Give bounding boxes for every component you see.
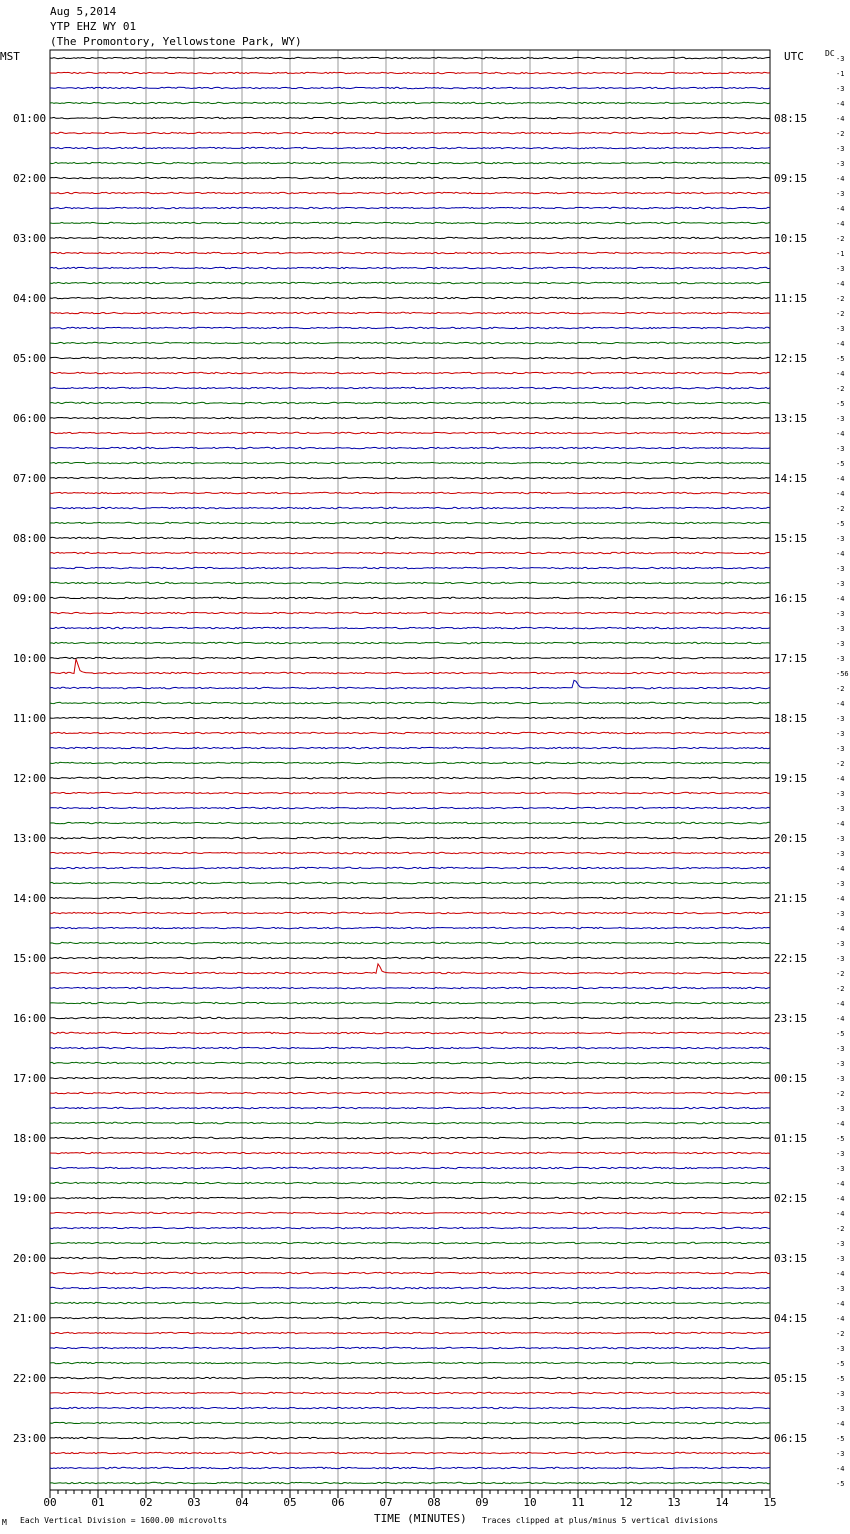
trace-offset-label: -4 [836, 1015, 845, 1023]
utc-hour-label: 17:15 [774, 652, 808, 665]
trace-offset-label: -1 [836, 250, 845, 258]
station-location: (The Promontory, Yellowstone Park, WY) [50, 35, 302, 48]
mst-hour-label: 23:00 [13, 1432, 47, 1445]
trace-offset-label: -2 [836, 505, 845, 513]
trace-offset-label: -3 [836, 1450, 845, 1458]
trace-offset-label: -2 [836, 1090, 845, 1098]
seismic-trace [50, 552, 770, 553]
trace-offset-label: -4 [836, 895, 845, 903]
x-tick-label: 06 [331, 1496, 345, 1509]
trace-offset-label: -3 [836, 940, 845, 948]
seismic-trace [50, 387, 770, 388]
trace-offset-label: -3 [836, 655, 845, 663]
utc-hour-label: 08:15 [774, 112, 808, 125]
seismic-trace [50, 1272, 770, 1273]
seismic-trace [50, 1137, 770, 1138]
seismic-trace [50, 1392, 770, 1393]
seismic-trace [50, 837, 770, 838]
seismic-trace [50, 192, 770, 193]
trace-offset-label: -3 [836, 1405, 845, 1413]
trace-offset-label: -4 [836, 115, 845, 123]
trace-offset-label: -4 [836, 1000, 845, 1008]
trace-offset-label: -3 [836, 1060, 845, 1068]
x-tick-label: 02 [139, 1496, 153, 1509]
trace-offset-label: -4 [836, 340, 845, 348]
trace-offset-label: -2 [836, 130, 845, 138]
mst-hour-label: 05:00 [13, 352, 47, 365]
trace-offset-label: -4 [836, 1210, 845, 1218]
seismic-trace [50, 1017, 770, 1018]
trace-offset-label: -3 [836, 910, 845, 918]
trace-offset-label: -3 [836, 1255, 845, 1263]
trace-offset-label: -3 [836, 1345, 845, 1353]
seismic-trace [50, 1362, 770, 1363]
trace-offset-label: -3 [836, 1165, 845, 1173]
seismic-trace [50, 1047, 770, 1048]
seismic-trace [50, 792, 770, 793]
trace-offset-label: -5 [836, 1480, 845, 1488]
trace-offset-label: -4 [836, 280, 845, 288]
seismic-trace [50, 1227, 770, 1228]
trace-offset-label: -4 [836, 175, 845, 183]
trace-offset-label: -5 [836, 1435, 845, 1443]
seismic-trace [50, 507, 770, 508]
trace-offset-label: -3 [836, 625, 845, 633]
mst-hour-label: 09:00 [13, 592, 47, 605]
utc-hour-label: 14:15 [774, 472, 808, 485]
seismic-trace [50, 1077, 770, 1078]
seismic-trace [50, 1182, 770, 1183]
seismic-trace [50, 252, 770, 253]
seismic-trace [50, 117, 770, 118]
x-tick-label: 13 [667, 1496, 681, 1509]
x-tick-label: 11 [571, 1496, 585, 1509]
mst-hour-label: 06:00 [13, 412, 47, 425]
trace-offset-label: -4 [836, 1195, 845, 1203]
trace-offset-label: -4 [836, 475, 845, 483]
scale-note: Each Vertical Division = 1600.00 microvolts [20, 1516, 228, 1525]
utc-hour-label: 22:15 [774, 952, 808, 965]
seismic-trace [50, 222, 770, 223]
trace-offset-label: -3 [836, 1105, 845, 1113]
seismic-trace [50, 522, 770, 523]
seismic-trace [50, 627, 770, 628]
mst-hour-label: 12:00 [13, 772, 47, 785]
trace-offset-label: -4 [836, 205, 845, 213]
trace-offset-label: -3 [836, 445, 845, 453]
trace-offset-label: -3 [836, 850, 845, 858]
seismic-trace [50, 372, 770, 373]
seismic-trace [50, 882, 770, 883]
trace-offset-label: -4 [836, 550, 845, 558]
seismic-trace [50, 177, 770, 178]
seismic-trace [50, 297, 770, 298]
seismic-trace [50, 582, 770, 583]
utc-hour-label: 05:15 [774, 1372, 808, 1385]
seismic-trace [50, 312, 770, 313]
trace-offset-label: -5 [836, 460, 845, 468]
trace-offset-label: -4 [836, 220, 845, 228]
seismic-trace [50, 897, 770, 898]
trace-offset-label: -3 [836, 1285, 845, 1293]
trace-offset-label: -4 [836, 595, 845, 603]
trace-offset-label: -4 [836, 1315, 845, 1323]
trace-offset-label: -3 [836, 715, 845, 723]
seismic-trace [50, 1377, 770, 1378]
mst-hour-label: 08:00 [13, 532, 47, 545]
utc-hour-label: 19:15 [774, 772, 808, 785]
seismic-trace [50, 102, 770, 103]
trace-offset-label: -4 [836, 1465, 845, 1473]
seismic-trace [50, 567, 770, 568]
seismic-trace [50, 1467, 770, 1468]
mst-hour-label: 07:00 [13, 472, 47, 485]
x-tick-label: 09 [475, 1496, 489, 1509]
utc-hour-label: 15:15 [774, 532, 808, 545]
trace-offset-label: -4 [836, 1300, 845, 1308]
trace-offset-label: -3 [836, 190, 845, 198]
seismic-trace [50, 357, 770, 358]
trace-offset-label: -4 [836, 1420, 845, 1428]
x-tick-label: 12 [619, 1496, 633, 1509]
seismic-trace [50, 1287, 770, 1288]
utc-hour-label: 23:15 [774, 1012, 808, 1025]
seismic-trace [50, 852, 770, 853]
trace-offset-label: -3 [836, 160, 845, 168]
trace-offset-label: -4 [836, 100, 845, 108]
seismic-trace [50, 1407, 770, 1408]
seismic-trace [50, 327, 770, 328]
trace-offset-label: -3 [836, 265, 845, 273]
seismic-trace [50, 1032, 770, 1033]
mst-hour-label: 15:00 [13, 952, 47, 965]
trace-offset-label: -3 [836, 55, 845, 63]
seismic-trace [50, 1437, 770, 1438]
trace-offset-label: -4 [836, 865, 845, 873]
corner-mark: M [2, 1518, 7, 1527]
trace-offset-label: -2 [836, 985, 845, 993]
seismic-trace [50, 402, 770, 403]
trace-offset-label: -5 [836, 1030, 845, 1038]
seismic-trace [50, 237, 770, 238]
trace-offset-label: -3 [836, 610, 845, 618]
trace-offset-label: -2 [836, 1225, 845, 1233]
trace-offset-label: -3 [836, 1240, 845, 1248]
trace-offset-label: -2 [836, 235, 845, 243]
mst-hour-label: 04:00 [13, 292, 47, 305]
seismic-trace [50, 927, 770, 928]
mst-hour-label: 20:00 [13, 1252, 47, 1265]
x-tick-label: 01 [91, 1496, 105, 1509]
seismic-trace [50, 942, 770, 943]
seismic-trace [50, 612, 770, 613]
trace-offset-label: -3 [836, 1390, 845, 1398]
utc-hour-label: 12:15 [774, 352, 808, 365]
trace-offset-label: -2 [836, 295, 845, 303]
trace-offset-label: -3 [836, 535, 845, 543]
seismic-trace [50, 72, 770, 73]
seismic-trace [50, 1152, 770, 1153]
seismic-trace [50, 1452, 770, 1453]
seismic-trace [50, 1062, 770, 1063]
seismic-trace [50, 1212, 770, 1213]
seismic-trace [50, 417, 770, 418]
trace-offset-label: -4 [836, 925, 845, 933]
utc-hour-label: 10:15 [774, 232, 808, 245]
utc-axis-label: UTC [784, 50, 804, 63]
utc-hour-label: 09:15 [774, 172, 808, 185]
trace-offset-label: -3 [836, 1075, 845, 1083]
trace-offset-label: -4 [836, 1120, 845, 1128]
seismic-trace [50, 432, 770, 433]
mst-hour-label: 14:00 [13, 892, 47, 905]
seismic-trace [50, 1422, 770, 1423]
seismic-trace [50, 657, 770, 658]
utc-hour-label: 03:15 [774, 1252, 808, 1265]
trace-offset-label: -5 [836, 1375, 845, 1383]
seismic-trace [50, 1332, 770, 1333]
trace-offset-label: -4 [836, 1270, 845, 1278]
trace-offset-label: -3 [836, 580, 845, 588]
seismic-trace [50, 717, 770, 718]
x-axis-title: TIME (MINUTES) [374, 1512, 467, 1525]
seismic-trace [50, 1167, 770, 1168]
seismic-trace [50, 762, 770, 763]
trace-offset-label: -4 [836, 490, 845, 498]
trace-offset-label: -2 [836, 310, 845, 318]
trace-offset-label: -3 [836, 85, 845, 93]
seismic-trace [50, 867, 770, 868]
x-tick-label: 04 [235, 1496, 249, 1509]
trace-offset-label: -3 [836, 325, 845, 333]
utc-hour-label: 20:15 [774, 832, 808, 845]
seismic-trace [50, 747, 770, 748]
seismic-trace [50, 1092, 770, 1093]
utc-hour-label: 00:15 [774, 1072, 808, 1085]
trace-offset-label: -4 [836, 700, 845, 708]
mst-hour-label: 21:00 [13, 1312, 47, 1325]
seismic-trace [50, 147, 770, 148]
seismic-trace [50, 732, 770, 733]
seismic-trace [50, 1122, 770, 1123]
mst-hour-label: 18:00 [13, 1132, 47, 1145]
trace-offset-label: -3 [836, 880, 845, 888]
utc-hour-label: 04:15 [774, 1312, 808, 1325]
seismic-trace [50, 207, 770, 208]
x-tick-label: 03 [187, 1496, 201, 1509]
seismic-trace [50, 462, 770, 463]
x-tick-label: 15 [763, 1496, 777, 1509]
seismic-trace [50, 87, 770, 88]
seismic-trace [50, 1257, 770, 1258]
trace-offset-label: -2 [836, 970, 845, 978]
seismic-trace [50, 1347, 770, 1348]
seismic-trace [50, 1317, 770, 1318]
utc-hour-label: 18:15 [774, 712, 808, 725]
mst-hour-label: 11:00 [13, 712, 47, 725]
seismic-trace [50, 1107, 770, 1108]
mst-hour-label: 22:00 [13, 1372, 47, 1385]
seismic-trace [50, 132, 770, 133]
seismic-trace [50, 680, 770, 688]
x-tick-label: 00 [43, 1496, 57, 1509]
seismic-trace [50, 777, 770, 778]
mst-hour-label: 16:00 [13, 1012, 47, 1025]
trace-offset-label: -2 [836, 1330, 845, 1338]
seismic-trace [50, 162, 770, 163]
trace-offset-label: -3 [836, 805, 845, 813]
mst-hour-label: 17:00 [13, 1072, 47, 1085]
trace-offset-label: -3 [836, 745, 845, 753]
trace-offset-label: -2 [836, 385, 845, 393]
seismic-trace [50, 282, 770, 283]
seismic-trace [50, 597, 770, 598]
plot-frame [50, 50, 770, 1490]
utc-hour-label: 21:15 [774, 892, 808, 905]
mst-hour-label: 02:00 [13, 172, 47, 185]
trace-offset-label: -5 [836, 520, 845, 528]
trace-offset-label: -3 [836, 1150, 845, 1158]
seismic-trace [50, 957, 770, 958]
trace-offset-label: -1 [836, 70, 845, 78]
trace-offset-label: -3 [836, 835, 845, 843]
utc-hour-label: 01:15 [774, 1132, 808, 1145]
seismic-trace [50, 57, 770, 58]
seismic-trace [50, 492, 770, 493]
trace-offset-label: -3 [836, 955, 845, 963]
seismic-trace [50, 807, 770, 808]
dc-label: DC [825, 49, 835, 58]
utc-hour-label: 16:15 [774, 592, 808, 605]
seismic-trace [50, 1002, 770, 1003]
trace-offset-label: -3 [836, 730, 845, 738]
trace-offset-label: -2 [836, 685, 845, 693]
trace-offset-label: -4 [836, 775, 845, 783]
trace-offset-label: -4 [836, 820, 845, 828]
mst-hour-label: 03:00 [13, 232, 47, 245]
x-tick-label: 14 [715, 1496, 729, 1509]
mst-hour-label: 10:00 [13, 652, 47, 665]
seismic-trace [50, 1242, 770, 1243]
seismic-trace [50, 447, 770, 448]
seismic-trace [50, 822, 770, 823]
trace-offset-label: -5 [836, 1360, 845, 1368]
seismic-trace [50, 702, 770, 703]
clip-note: Traces clipped at plus/minus 5 vertical divisions [482, 1516, 719, 1525]
station-code: YTP EHZ WY 01 [50, 20, 137, 33]
seismic-trace [50, 537, 770, 538]
mst-axis-label: MST [0, 50, 20, 63]
seismic-trace [50, 1482, 770, 1483]
seismic-trace [50, 342, 770, 343]
mst-hour-label: 13:00 [13, 832, 47, 845]
trace-offset-label: -5 [836, 400, 845, 408]
trace-offset-label: -3 [836, 790, 845, 798]
trace-offset-label: -56 [836, 670, 849, 678]
trace-offset-label: -3 [836, 1045, 845, 1053]
trace-offset-label: -4 [836, 1180, 845, 1188]
trace-offset-label: -2 [836, 760, 845, 768]
mst-hour-label: 01:00 [13, 112, 47, 125]
seismic-trace [50, 964, 770, 974]
x-tick-label: 07 [379, 1496, 393, 1509]
trace-offset-label: -3 [836, 415, 845, 423]
seismic-trace [50, 659, 770, 674]
utc-hour-label: 11:15 [774, 292, 808, 305]
seismic-trace [50, 477, 770, 478]
seismic-trace [50, 642, 770, 643]
seismic-trace [50, 267, 770, 268]
trace-offset-label: -4 [836, 430, 845, 438]
trace-offset-label: -3 [836, 145, 845, 153]
seismic-trace [50, 912, 770, 913]
trace-offset-label: -5 [836, 355, 845, 363]
seismic-trace [50, 1197, 770, 1198]
seismic-trace [50, 987, 770, 988]
plot-date: Aug 5,2014 [50, 5, 117, 18]
trace-offset-label: -3 [836, 640, 845, 648]
trace-offset-label: -3 [836, 565, 845, 573]
trace-offset-label: -5 [836, 1135, 845, 1143]
seismic-trace [50, 1302, 770, 1303]
utc-hour-label: 13:15 [774, 412, 808, 425]
mst-hour-label: 19:00 [13, 1192, 47, 1205]
utc-hour-label: 06:15 [774, 1432, 808, 1445]
x-tick-label: 05 [283, 1496, 297, 1509]
x-tick-label: 08 [427, 1496, 441, 1509]
x-tick-label: 10 [523, 1496, 537, 1509]
utc-hour-label: 02:15 [774, 1192, 808, 1205]
trace-offset-label: -4 [836, 370, 845, 378]
